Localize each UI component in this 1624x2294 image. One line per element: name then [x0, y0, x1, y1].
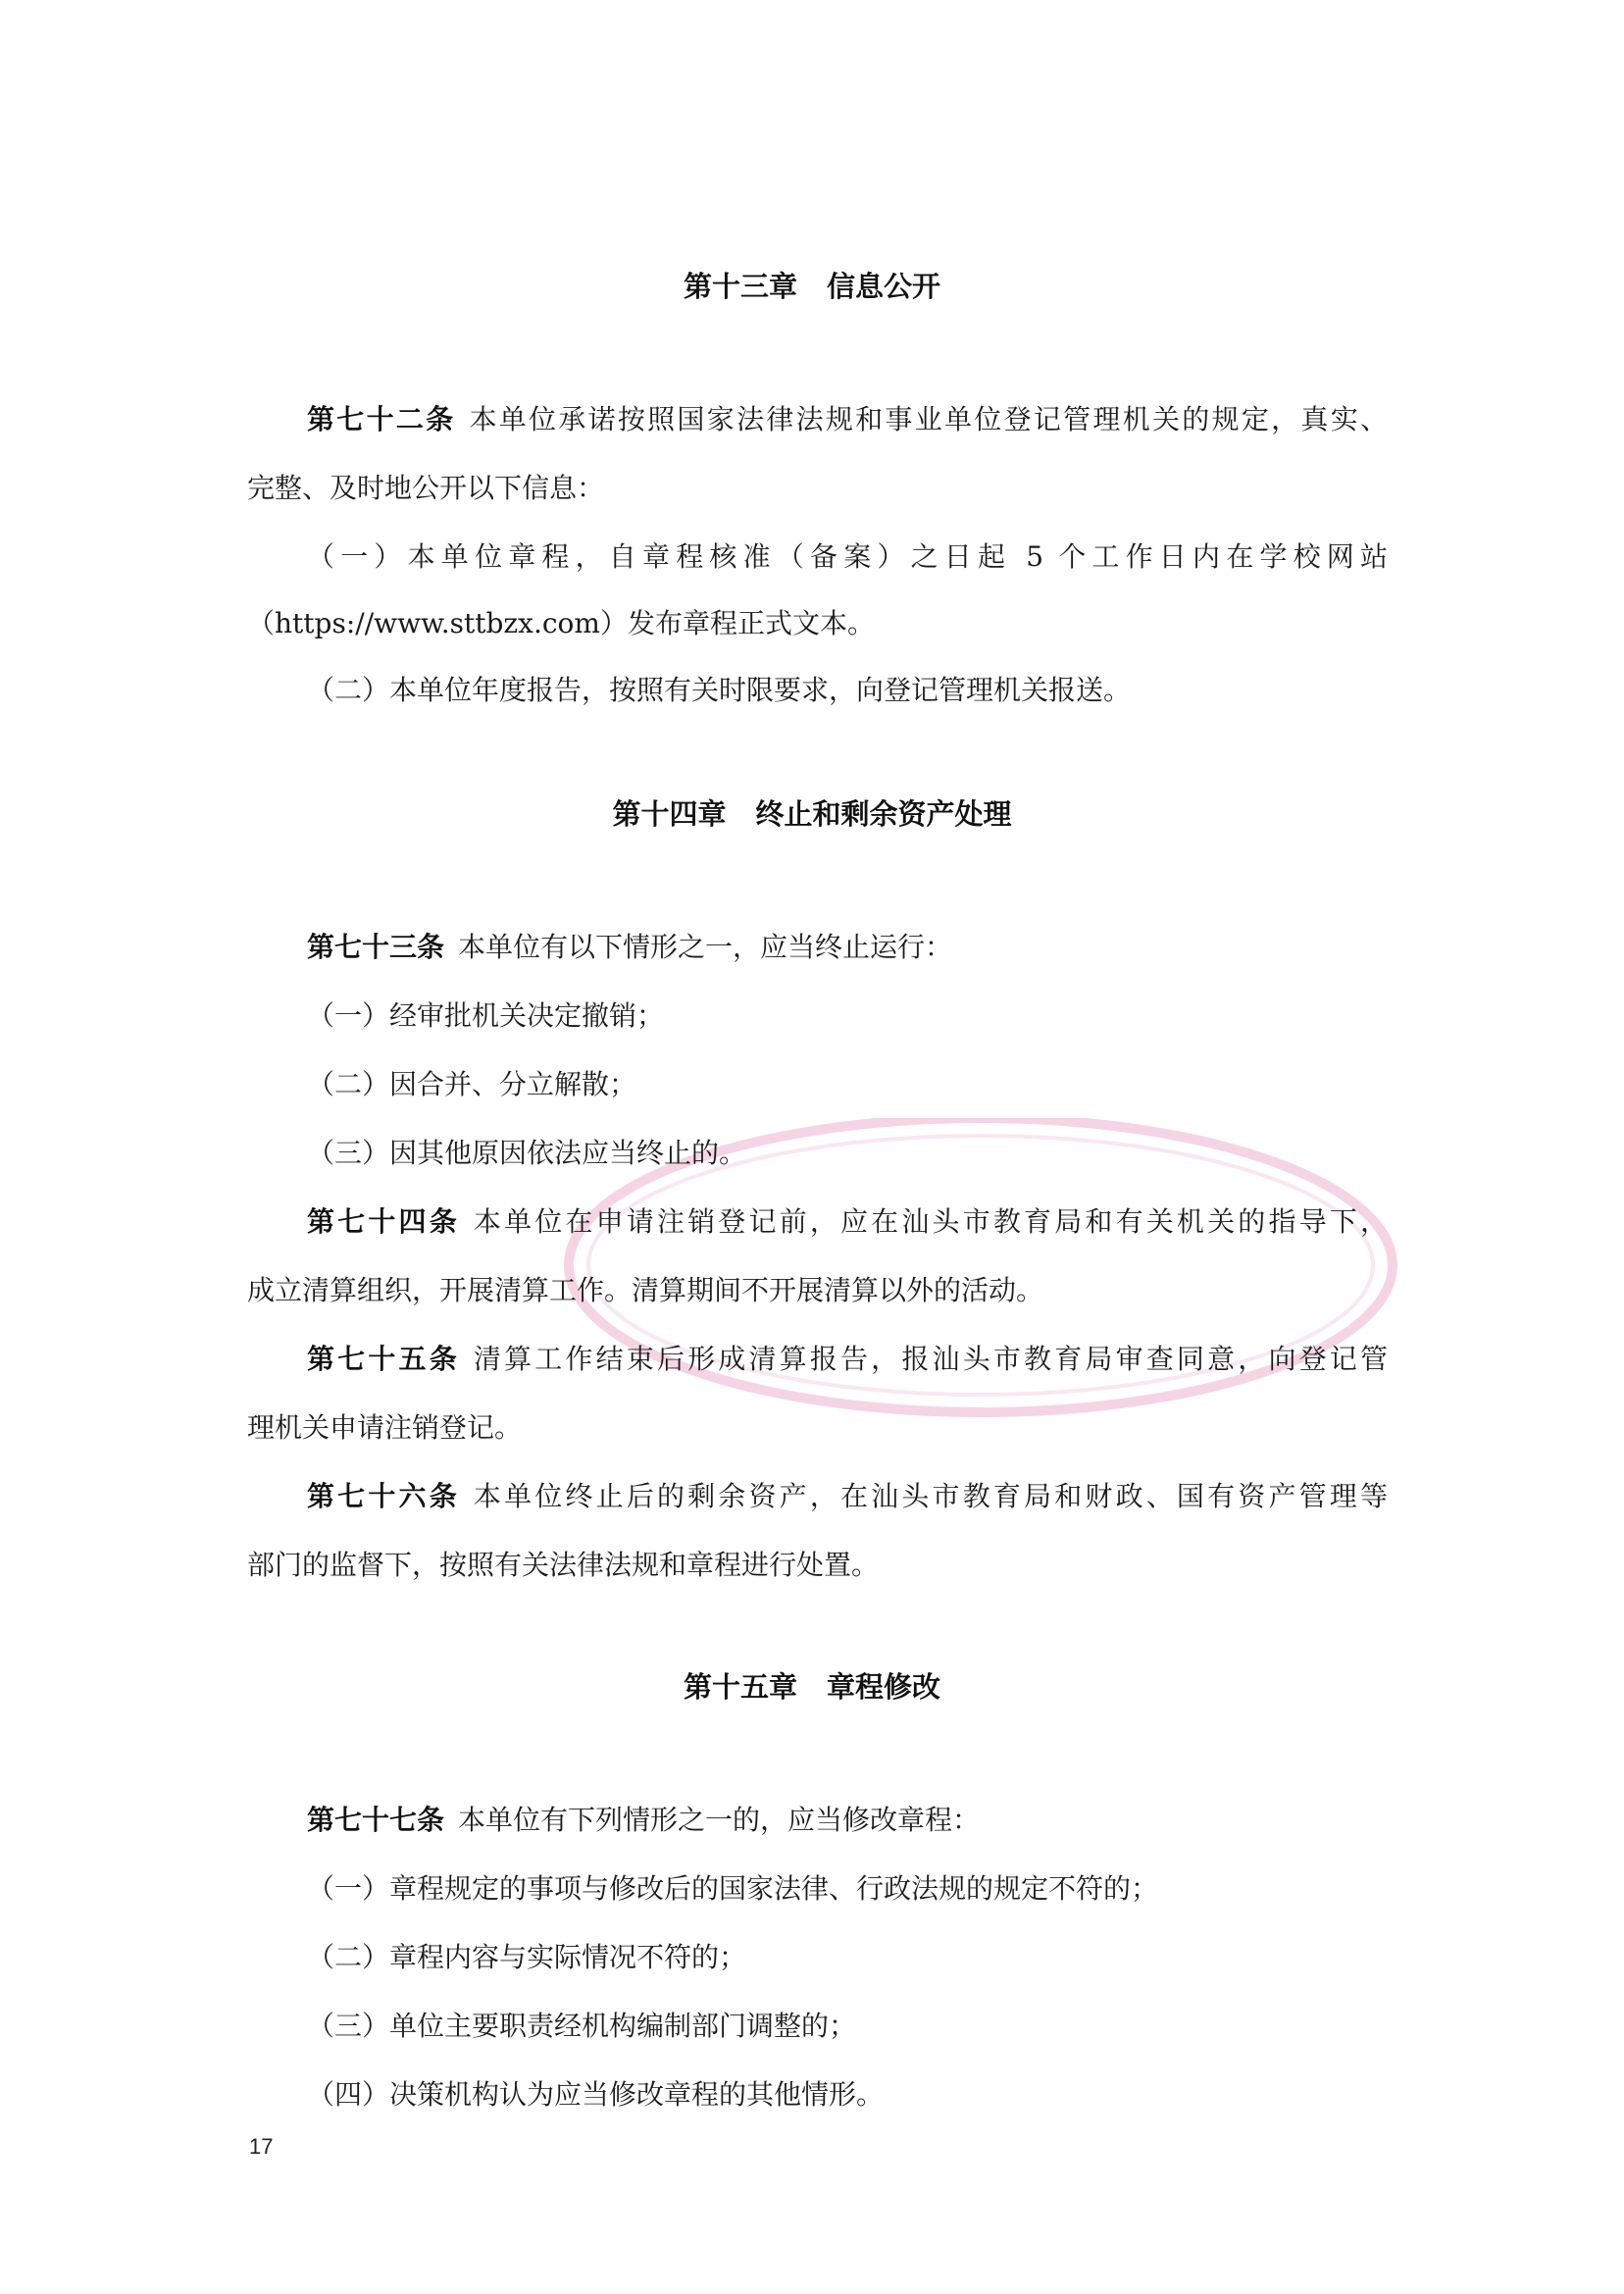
article-77-line-1 — [307, 1801, 980, 1840]
article-73-item-1: （一）经审批机关决定撤销； — [307, 999, 665, 1032]
article-77-item-3: （三）单位主要职责经机构编制部门调整的； — [307, 2010, 857, 2042]
chapter-15-heading — [0, 1667, 1624, 1707]
chapter-13-heading — [0, 267, 1624, 306]
article-number: 第七十七条 — [307, 1804, 445, 1836]
article-73-item-2: （二）因合并、分立解散； — [307, 1068, 637, 1100]
article-number: 第七十六条 — [307, 1480, 460, 1512]
chapter-14-heading — [0, 794, 1624, 834]
article-72-line-2: 完整、及时地公开以下信息： — [247, 472, 605, 504]
article-text: 本单位承诺按照国家法律法规和事业单位登记管理机关的规定，真实、 — [469, 403, 1388, 435]
article-74-line-2: 成立清算组织，开展清算工作。清算期间不开展清算以外的活动。 — [247, 1274, 1044, 1306]
article-73-line-1 — [307, 928, 952, 967]
chapter-title: 终止和剩余资产处理 — [755, 797, 1012, 831]
article-77-item-1: （一）章程规定的事项与修改后的国家法律、行政法规的规定不符的； — [307, 1872, 1159, 1905]
article-76-line-1 — [307, 1477, 1388, 1516]
article-text: 本单位终止后的剩余资产，在汕头市教育局和财政、国有资产管理等 — [473, 1480, 1388, 1512]
article-number: 第七十三条 — [307, 931, 445, 963]
article-72-item-1-line-1: （一）本单位章程，自章程核准（备案）之日起 5 个工作日内在学校网站 — [307, 540, 1388, 573]
chapter-title: 章程修改 — [827, 1670, 941, 1704]
article-number: 第七十四条 — [307, 1205, 460, 1238]
article-75-line-1 — [307, 1340, 1388, 1379]
article-72-item-2: （二）本单位年度报告，按照有关时限要求，向登记管理机关报送。 — [307, 674, 1132, 706]
article-72-item-1-line-2: （https://www.sttbzx.com）发布章程正式文本。 — [247, 607, 875, 639]
article-75-line-2: 理机关申请注销登记。 — [247, 1411, 523, 1444]
article-72-line-1 — [307, 400, 1388, 439]
article-text: 本单位有下列情形之一的，应当修改章程： — [458, 1804, 981, 1836]
article-74-line-1 — [307, 1202, 1388, 1242]
article-73-item-3: （三）因其他原因依法应当终止的。 — [307, 1137, 747, 1169]
article-number: 第七十二条 — [307, 403, 456, 435]
article-text: 本单位有以下情形之一，应当终止运行： — [458, 931, 953, 963]
article-77-item-2: （二）章程内容与实际情况不符的； — [307, 1941, 747, 1973]
article-77-item-4: （四）决策机构认为应当修改章程的其他情形。 — [307, 2078, 885, 2111]
article-text: 清算工作结束后形成清算报告，报汕头市教育局审查同意，向登记管 — [473, 1343, 1388, 1375]
article-text: 本单位在申请注销登记前，应在汕头市教育局和有关机关的指导下， — [473, 1205, 1388, 1238]
article-number: 第七十五条 — [307, 1343, 460, 1375]
page-number: 17 — [249, 2134, 274, 2159]
chapter-number: 第十三章 — [683, 270, 797, 303]
article-76-line-2: 部门的监督下，按照有关法律法规和章程进行处置。 — [247, 1549, 880, 1581]
chapter-number: 第十五章 — [683, 1670, 797, 1704]
chapter-number: 第十四章 — [612, 797, 727, 831]
chapter-title: 信息公开 — [827, 270, 941, 303]
